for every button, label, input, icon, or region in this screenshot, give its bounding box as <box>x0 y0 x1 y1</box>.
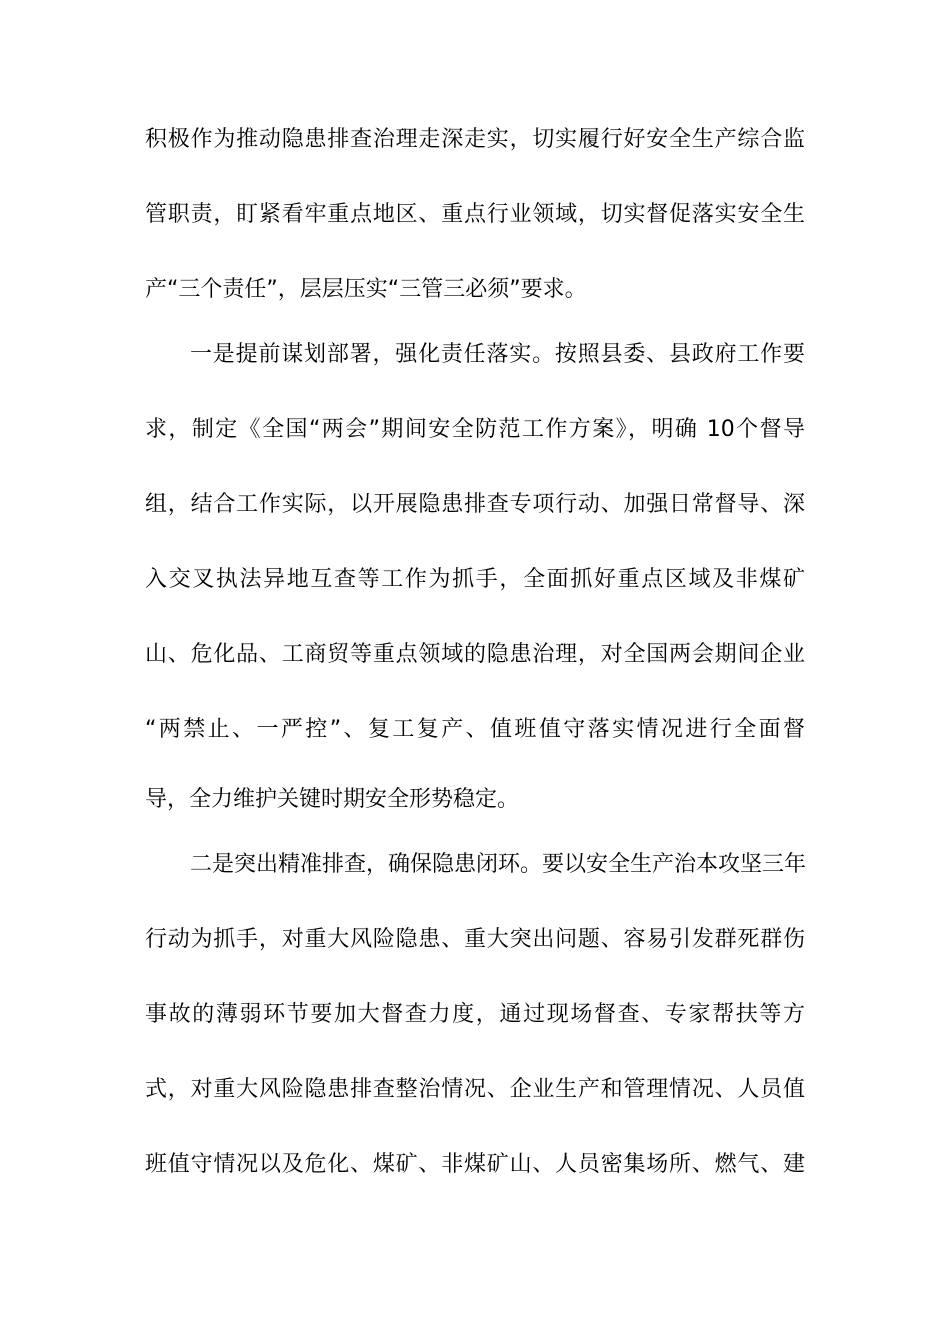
text-line: 导，全力维护关键时期安全形势稳定。 <box>145 787 520 812</box>
text-line: 管职责，盯紧看牢重点地区、重点行业领域，切实督促落实安全生 <box>145 202 805 227</box>
text-line: “两禁止、一严控”、复工复产、值班值守落实情况进行全面督 <box>145 717 805 742</box>
text-line: 事故的薄弱环节要加大督查力度，通过现场督查、专家帮扶等方 <box>145 1002 805 1027</box>
text-line: 式，对重大风险隐患排查整治情况、企业生产和管理情况、人员值 <box>145 1077 805 1102</box>
text-line: 班值守情况以及危化、煤矿、非煤矿山、人员密集场所、燃气、建 <box>145 1152 805 1177</box>
text-line: 产“三个责任”，层层压实“三管三必须”要求。 <box>145 277 587 302</box>
text-line: 求，制定《全国“两会”期间安全防范工作方案》，明确 10个督导 <box>145 417 805 442</box>
text-line: 组，结合工作实际，以开展隐患排查专项行动、加强日常督导、深 <box>145 492 805 517</box>
text-line: 二是突出精准排查，确保隐患闭环。要以安全生产治本攻坚三年 <box>190 852 807 877</box>
text-line: 山、危化品、工商贸等重点领域的隐患治理，对全国两会期间企业 <box>145 642 805 667</box>
text-line: 入交叉执法异地互查等工作为抓手，全面抓好重点区域及非煤矿 <box>145 567 805 592</box>
text-line: 积极作为推动隐患排查治理走深走实，切实履行好安全生产综合监 <box>145 127 805 152</box>
text-line: 行动为抓手，对重大风险隐患、重大突出问题、容易引发群死群伤 <box>145 927 805 952</box>
text-line: 一是提前谋划部署，强化责任落实。按照县委、县政府工作要 <box>190 342 805 367</box>
